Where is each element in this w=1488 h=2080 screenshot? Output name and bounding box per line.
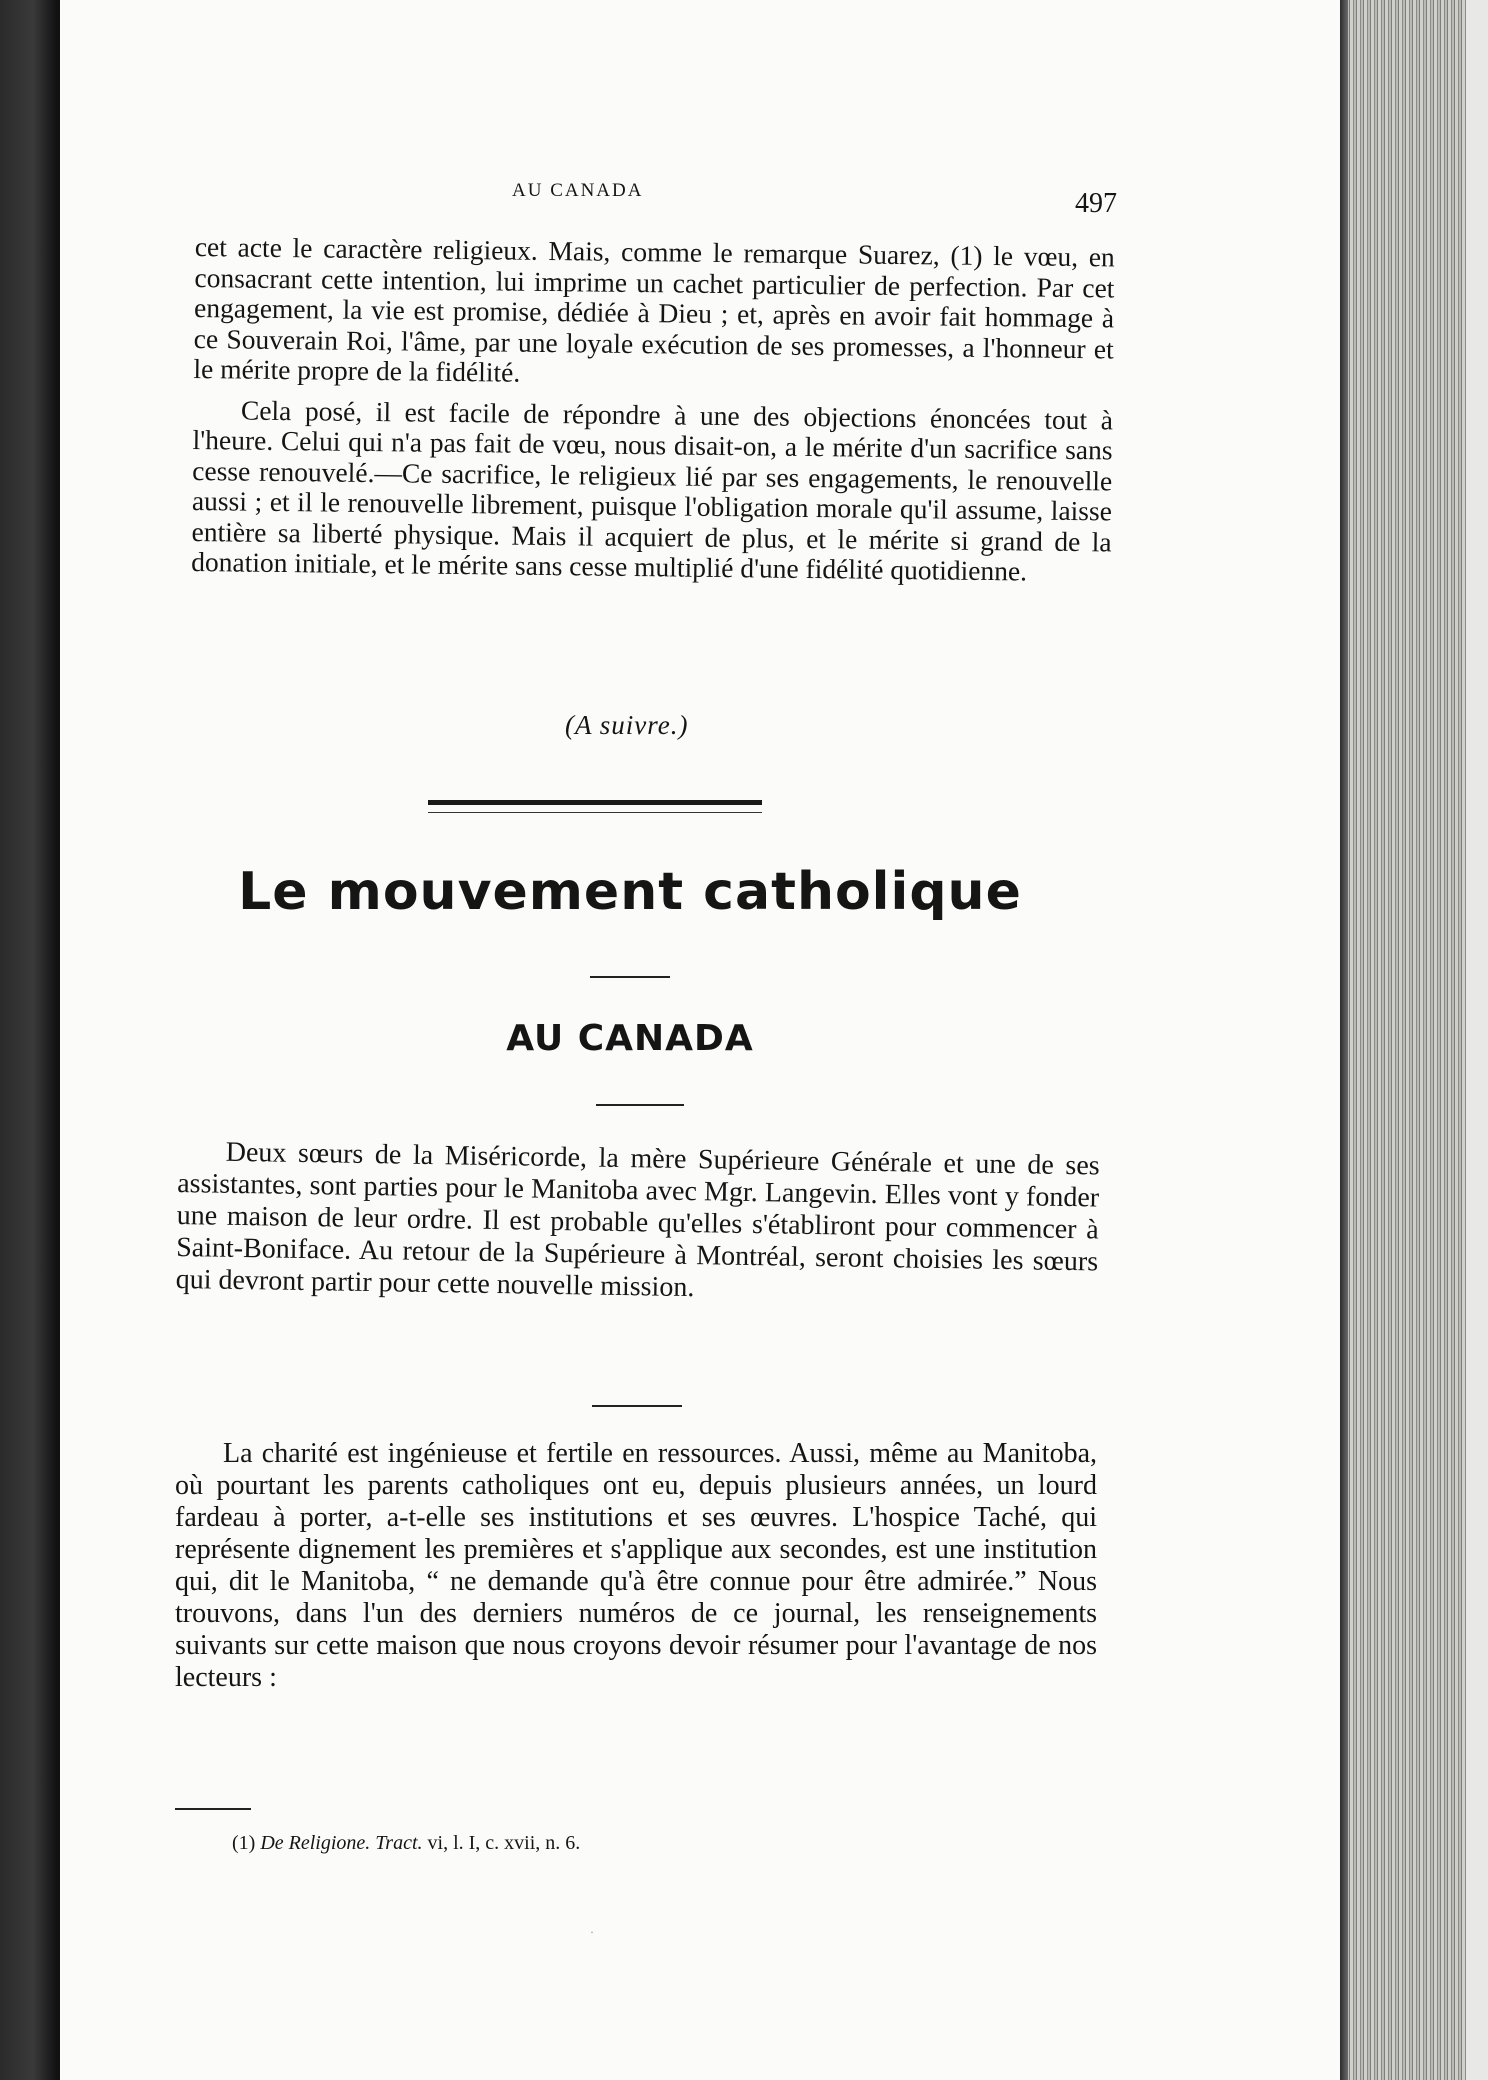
running-head: AU CANADA (512, 180, 644, 201)
subtitle-rule (596, 1104, 684, 1106)
book-gutter (0, 0, 60, 2080)
section-divider (428, 800, 762, 805)
to-be-continued: (A suivre.) (565, 710, 689, 740)
news-item-2 (175, 1438, 1097, 1694)
footnote-source: De Religione. Tract. (260, 1832, 423, 1854)
footnote (232, 1832, 580, 1855)
footnote-reference: vi, l. I, c. xvii, n. 6. (427, 1832, 581, 1854)
page-number: 497 (1075, 188, 1117, 219)
article-continuation (191, 232, 1115, 588)
section-subtitle: AU CANADA (506, 1018, 754, 1059)
page-edges (1340, 0, 1488, 2080)
section-title: Le mouvement catholique (238, 862, 1022, 922)
news-item-1 (175, 1136, 1099, 1310)
paragraph: cet acte le caractère religieux. Mais, comme le remarque Suarez, (1) le vœu, en consacrant cette intention, lui imprime un cachet particulier de perfection. Par cet engagement, la vie est promise, dédiée à Dieu ; et, après en avoir fait hommage à ce Souverain Roi, l'âme, par une loyale exécution de ses promesses, a l'honneur et le mérite propre de la fidélité. (193, 231, 1115, 388)
paragraph: Deux sœurs de la Miséricorde, la mère Supérieure Générale et une de ses assistantes, sont parties pour le Manitoba avec Mgr. Langevin. Elles vont y fonder une maison de leur ordre. Il est probable qu'elles s'établiront pour commencer à Saint-Boniface. Au retour de la Supérieure à Montréal, seront choisies les sœurs qui devront partir pour cette nouvelle mission. (175, 1136, 1100, 1304)
item-separator (592, 1405, 682, 1407)
paragraph: Cela posé, il est facile de répondre à une des objections énoncées tout à l'heure. Celui qui n'a pas fait de vœu, nous disait-on, a le mérite d'un sacrifice sans cesse renouvelé.—Ce sacrifice, le religieux lié par ses engagements, le renouvelle aussi ; et il le renouvelle librement, puisque l'obligation morale qu'il assume, laisse entière sa liberté physique. Mais il acquiert de plus, et le mérite si grand de la donation initiale, et le mérite sans cesse multiplié d'une fidélité quotidienne. (191, 394, 1114, 587)
footnote-rule (175, 1808, 251, 1810)
paper-smudge: · (590, 1925, 594, 1939)
section-divider-thin (428, 812, 762, 813)
title-rule (590, 976, 670, 978)
paragraph: La charité est ingénieuse et fertile en ressources. Aussi, même au Manitoba, où pourtant les parents catholiques ont eu, depuis plusieurs années, un lourd fardeau à porter, a-t-elle ses institutions et ses œuvres. L'hospice Taché, qui représente dignement les premières et s'applique aux secondes, est une institution qui, dit le Manitoba, “ ne demande qu'à être connue pour être admirée.” Nous trouvons, dans l'un des derniers numéros de ce journal, les renseignements suivants sur cette maison que nous croyons devoir résumer pour l'avantage de nos lecteurs : (175, 1438, 1097, 1693)
footnote-marker: (1) (232, 1832, 256, 1854)
